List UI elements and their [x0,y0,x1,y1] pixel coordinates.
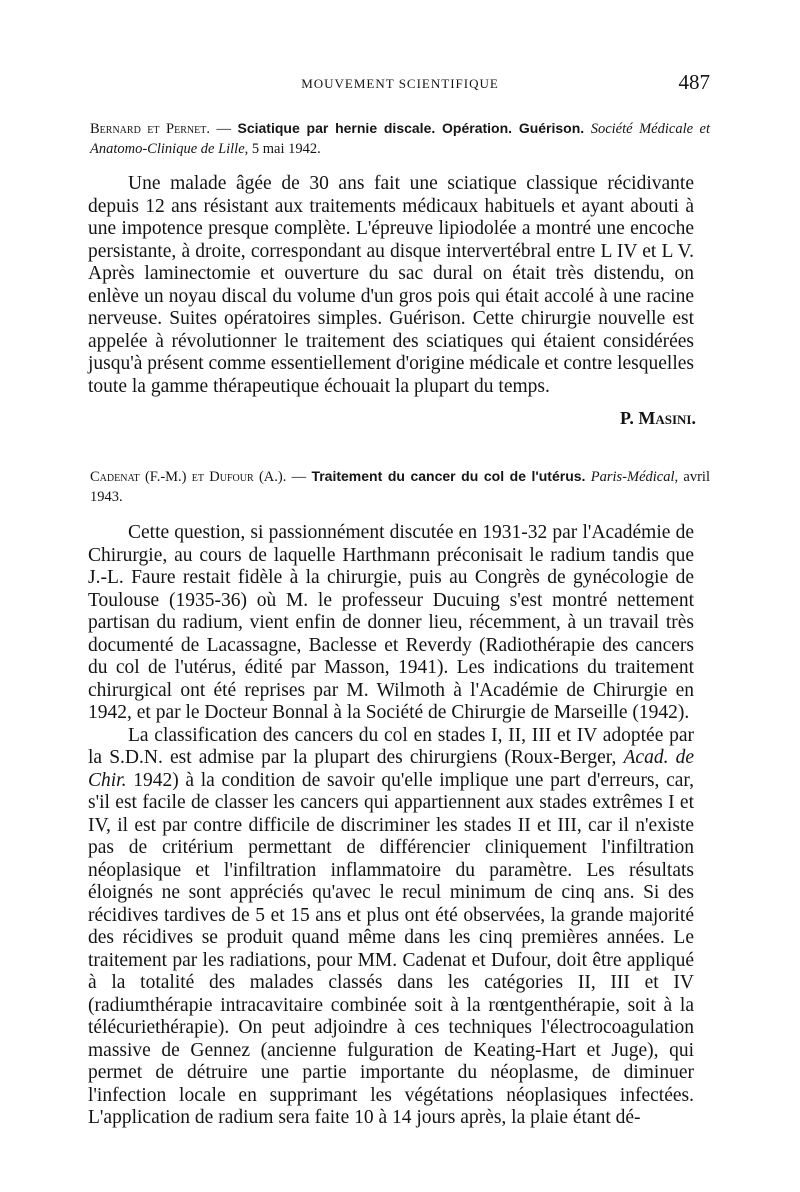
article2-paragraph-2 [88,725,694,1130]
article2-title: Traitement du cancer du col de l'utérus. [311,468,586,484]
article2-dash: — [286,469,312,485]
signature-name: Masini. [638,408,696,428]
article1-authors: Bernard et Pernet. [90,121,210,137]
signature-initial: P. [620,408,639,428]
article1-date: 5 mai 1942. [248,141,321,157]
running-title: MOUVEMENT SCIENTIFIQUE [301,76,499,91]
article1-reference [90,118,710,159]
article2-body [88,522,694,1130]
article2-reference [90,466,710,507]
para2-text-a: La classification des cancers du col en stades I, II, III et IV adoptée par la S.D.N. est admise par la plupart des chirurgiens (Roux-Berger, [88,724,694,768]
article2-date: avril 1943. [90,469,710,505]
article2-authors: Cadenat (F.-M.) et Dufour (A.). [90,469,287,485]
article2-journal: Paris-Médical, [590,469,679,485]
page-number: 487 [678,70,710,94]
para2-citation: Acad. de Chir. [88,747,694,791]
article1-signature [90,408,696,429]
article2-paragraph-1: Cette question, si passionnément discutée en 1931-32 par l'Académie de Chirurgie, au cours de laquelle Harthmann préconisait le radium tandis que J.-L. Faure restait fidèle à la chirurgie, puis au Congrès de gynécologie de Toulouse (1935-36) où M. le professeur Ducuing s'est montré nettement partisan du radium, vient enfin de donner lieu, récemment, à un travail très documenté de Lacassagne, Baclesse et Reverdy (Radiothérapie des cancers du col de l'utérus, édité par Masson, 1941). Les indications du traitement chirurgical ont été reprises par M. Wilmoth à l'Académie de Chirurgie en 1942, et par le Docteur Bonnal à la Société de Chirurgie de Marseille (1942). [88,522,694,723]
article1-dash: — [209,121,238,137]
article1-body [88,173,694,398]
para2-text-b: 1942) à la condition de savoir qu'elle implique une part d'erreurs, car, s'il est facile de classer les cancers qui appartiennent aux stades extrêmes I et IV, il est par contre difficile de discriminer les stades II et III, car il n'existe pas de critérium permettant de différencier cliniquement l'infiltration néoplasique et l'infiltration inflammatoire du paramètre. Les résultats éloignés ne sont appréciés qu'avec le recul minimum de cinq ans. Si des récidives tardives de 5 et 15 ans et plus ont été observées, la grande majorité des récidives se produit quand même dans les cinq premières années. Le traitement par les radiations, pour MM. Cadenat et Dufour, doit être appliqué à la totalité des malades classés dans les catégories II, III et IV (radiumthérapie intracavitaire combinée soit à la rœntgenthérapie, soit à la télécuriethérapie). On peut adjoindre à ces techniques l'électrocoagulation massive de Gennez (ancienne fulguration de Keating-Hart et Juge), qui permet de détruire une partie importante du néoplasme, de diminuer l'infection locale en supprimant les végétations néoplasiques infectées. L'application de radium sera faite 10 à 14 jours après, la plaie étant dé- [88,769,694,1128]
article1-paragraph: Une malade âgée de 30 ans fait une sciatique classique récidivante depuis 12 ans résistant aux traitements médicaux habituels et ayant abouti à une impotence presque complète. L'épreuve lipiodolée a montré une encoche persistante, à droite, correspondant au disque intervertébral entre L IV et L V. Après laminectomie et ouverture du sac dural on était très distendu, on enlève un noyau discal du volume d'un gros pois qui était accolé à une racine nerveuse. Suites opératoires simples. Guérison. Cette chirurgie nouvelle est appelée à révolutionner le traitement des sciatiques qui étaient considérées jusqu'à présent comme essentiellement d'origine médicale et contre lesquelles toute la gamme thérapeutique échouait la plupart du temps. [88,173,694,397]
article1-journal: Société Médicale et Anatomo-Clinique de Lille, [90,121,711,157]
page-header [90,70,710,100]
article1-title: Sciatique par hernie discale. Opération. Guérison. [237,120,585,136]
